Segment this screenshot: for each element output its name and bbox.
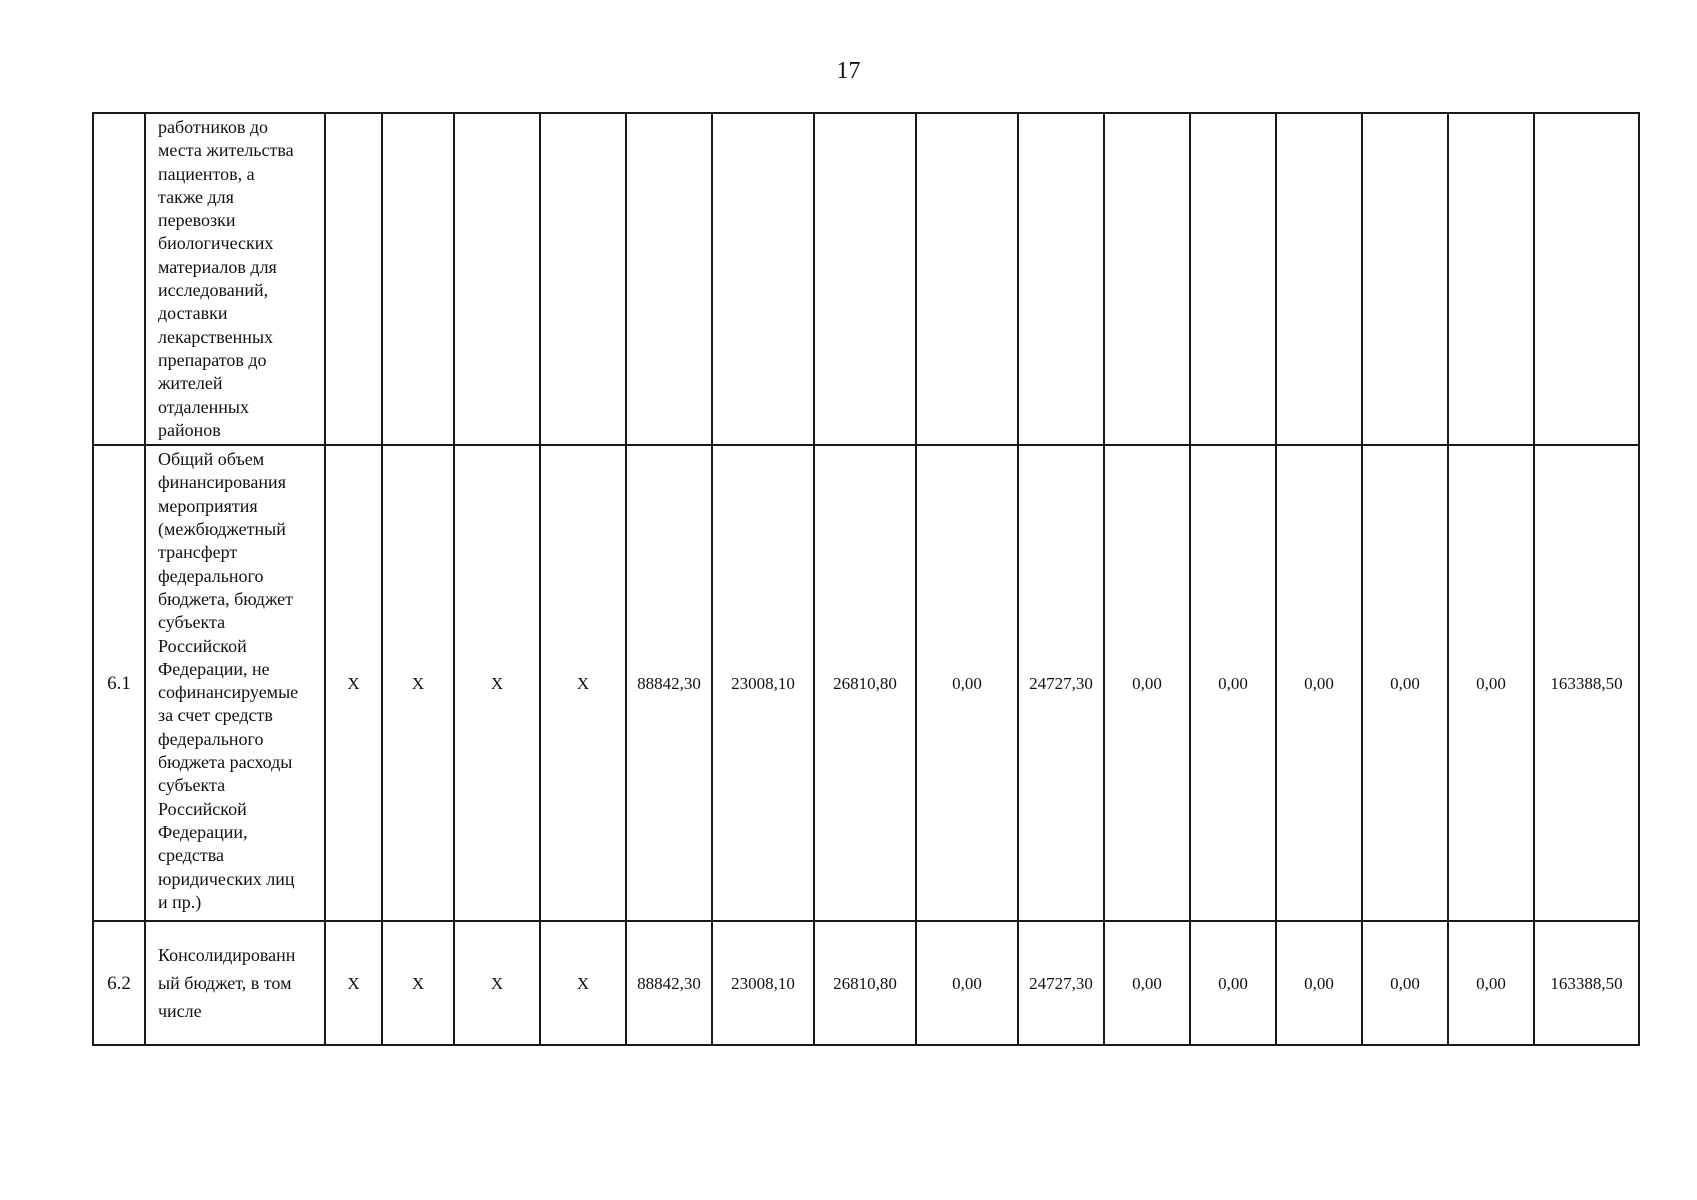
label-line: за счет средств <box>158 705 273 726</box>
row-label <box>145 445 325 921</box>
label-line: Консолидированн <box>158 945 296 966</box>
value-cell: X <box>454 921 540 1045</box>
value-cell: X <box>325 921 382 1045</box>
row-number: 6.1 <box>93 445 145 921</box>
label-line: Общий объем <box>158 449 265 470</box>
value-cell <box>325 113 382 445</box>
value-cell: 0,00 <box>916 921 1018 1045</box>
value-cell: 26810,80 <box>814 921 916 1045</box>
label-line: перевозки <box>158 210 236 231</box>
label-line: мероприятия <box>158 495 258 516</box>
label-line: жителей <box>158 373 223 394</box>
value-cell: 0,00 <box>1190 445 1276 921</box>
value-cell: 23008,10 <box>712 445 814 921</box>
label-line: районов <box>158 419 221 440</box>
label-line: бюджета расходы <box>158 752 293 773</box>
label-line: места жительства <box>158 140 294 161</box>
label-line: препаратов до <box>158 349 267 370</box>
value-cell: 0,00 <box>1448 921 1534 1045</box>
value-cell: 24727,30 <box>1018 445 1104 921</box>
value-cell: 24727,30 <box>1018 921 1104 1045</box>
budget-table <box>92 112 1640 1046</box>
value-cell: 88842,30 <box>626 921 712 1045</box>
table-row <box>93 113 1639 445</box>
label-line: доставки <box>158 303 228 324</box>
label-line: отдаленных <box>158 396 250 417</box>
table-body <box>93 113 1639 1045</box>
label-line: работников до <box>158 117 269 137</box>
value-cell: 163388,50 <box>1534 445 1639 921</box>
value-cell <box>712 113 814 445</box>
value-cell: 163388,50 <box>1534 921 1639 1045</box>
value-cell: 0,00 <box>1104 445 1190 921</box>
value-cell: 0,00 <box>1190 921 1276 1045</box>
label-line: Федерации, <box>158 821 248 842</box>
label-line: юридических лиц <box>158 868 295 889</box>
value-cell <box>1018 113 1104 445</box>
value-cell <box>540 113 626 445</box>
label-line: ый бюджет, в том <box>158 973 292 994</box>
label-line: Федерации, не <box>158 658 270 679</box>
value-cell: X <box>540 921 626 1045</box>
value-cell: 0,00 <box>1362 921 1448 1045</box>
value-cell: 26810,80 <box>814 445 916 921</box>
value-cell <box>626 113 712 445</box>
value-cell: X <box>540 445 626 921</box>
value-cell <box>1276 113 1362 445</box>
value-cell: 23008,10 <box>712 921 814 1045</box>
label-line: финансирования <box>158 472 286 493</box>
row-number <box>93 113 145 445</box>
label-line: трансферт <box>158 542 238 563</box>
label-line: исследований, <box>158 280 269 301</box>
label-line: федерального <box>158 728 264 749</box>
row-number: 6.2 <box>93 921 145 1045</box>
row-label <box>145 113 325 445</box>
label-line: субъекта <box>158 612 226 633</box>
value-cell: 0,00 <box>1362 445 1448 921</box>
value-cell <box>1104 113 1190 445</box>
value-cell: 0,00 <box>1104 921 1190 1045</box>
value-cell: 0,00 <box>1276 921 1362 1045</box>
value-cell <box>1534 113 1639 445</box>
table-row <box>93 445 1639 921</box>
table-row <box>93 921 1639 1045</box>
label-line: биологических <box>158 233 274 254</box>
label-line: и пр.) <box>158 891 202 912</box>
value-cell <box>916 113 1018 445</box>
value-cell <box>814 113 916 445</box>
label-line: софинансируемые <box>158 682 299 703</box>
label-line: бюджета, бюджет <box>158 588 294 609</box>
label-line: средства <box>158 845 225 866</box>
label-line: Российской <box>158 798 247 819</box>
label-line: (межбюджетный <box>158 519 286 540</box>
label-line: лекарственных <box>158 326 274 347</box>
label-line: субъекта <box>158 775 226 796</box>
value-cell <box>382 113 454 445</box>
value-cell <box>454 113 540 445</box>
row-label <box>145 921 325 1045</box>
label-line: числе <box>158 1001 202 1022</box>
value-cell: 0,00 <box>1448 445 1534 921</box>
value-cell <box>1190 113 1276 445</box>
label-line: федерального <box>158 565 264 586</box>
label-line: Российской <box>158 635 247 656</box>
label-line: также для <box>158 186 234 207</box>
value-cell: 88842,30 <box>626 445 712 921</box>
value-cell: 0,00 <box>916 445 1018 921</box>
value-cell: X <box>382 445 454 921</box>
value-cell: X <box>454 445 540 921</box>
page-number: 17 <box>836 58 861 84</box>
value-cell <box>1448 113 1534 445</box>
value-cell: 0,00 <box>1276 445 1362 921</box>
value-cell: X <box>325 445 382 921</box>
label-line: материалов для <box>158 256 277 277</box>
value-cell <box>1362 113 1448 445</box>
label-line: пациентов, а <box>158 163 255 184</box>
value-cell: X <box>382 921 454 1045</box>
